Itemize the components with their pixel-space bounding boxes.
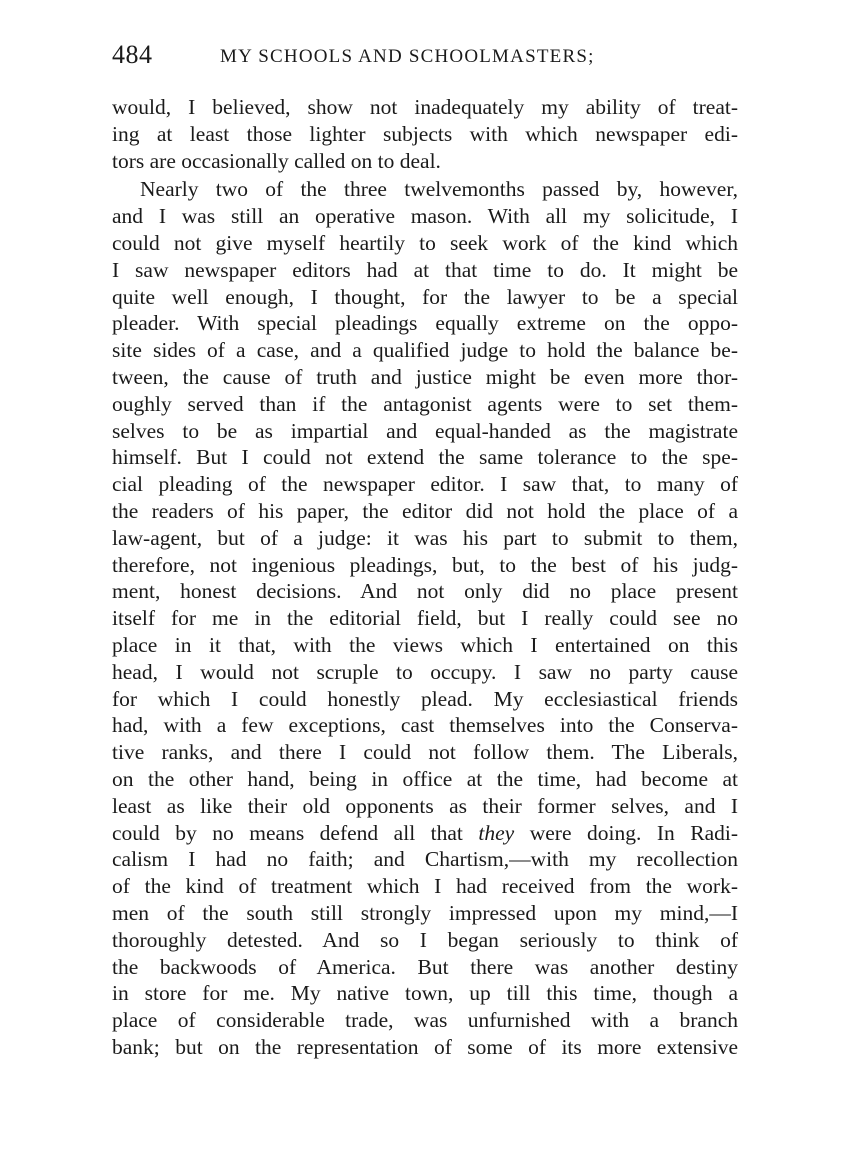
italic-word: they <box>478 820 515 845</box>
text-line: would, I believed, show not inadequately my ability of treat- <box>112 95 738 119</box>
text-line: site sides of a case, and a qualified judge to hold the balance be- <box>112 338 738 363</box>
text-line: place of considerable trade, was unfurnished with a branch <box>112 1008 738 1033</box>
text-line: thoroughly detested. And so I began seriously to think of <box>112 927 738 952</box>
text-line: pleader. With special pleadings equally extreme on the oppo- <box>112 311 738 336</box>
text-line: men of the south still strongly impressed upon my mind,—I <box>112 900 738 925</box>
text-line: tors are occasionally called on to deal. <box>112 148 441 173</box>
text-line: itself for me in the editorial field, but I really could see no <box>112 606 738 631</box>
text-line: ment, honest decisions. And not only did no place present <box>112 579 738 604</box>
text-line: had, with a few exceptions, cast themselves into the Conserva- <box>112 713 738 738</box>
text-line: the backwoods of America. But there was another destiny <box>112 954 738 979</box>
page-number: 484 <box>112 40 153 69</box>
text-line: in store for me. My native town, up till this time, though a <box>112 981 738 1006</box>
text-line: law-agent, but of a judge: it was his part to submit to them, <box>112 525 738 550</box>
page-header <box>112 40 738 80</box>
text-line: oughly served than if the antagonist agents were to set them- <box>112 391 738 416</box>
text-line: therefore, not ingenious pleadings, but, to the best of his judg- <box>112 552 738 577</box>
text-line: on the other hand, being in office at the time, had become at <box>112 766 738 791</box>
text-line: himself. But I could not extend the same tolerance to the spe- <box>112 445 738 470</box>
book-page <box>112 40 738 1061</box>
text-line: of the kind of treatment which I had received from the work- <box>112 874 738 899</box>
text-line: tween, the cause of truth and justice might be even more thor- <box>112 364 738 389</box>
text-line: quite well enough, I thought, for the lawyer to be a special <box>112 284 738 309</box>
running-head: MY SCHOOLS AND SCHOOLMASTERS; <box>220 46 595 67</box>
text-line: Nearly two of the three twelvemonths passed by, however, <box>140 177 738 202</box>
text-line: place in it that, with the views which I entertained on this <box>112 632 738 657</box>
text-line: least as like their old opponents as their former selves, and I <box>112 793 738 818</box>
text-line: and I was still an operative mason. With all my solicitude, I <box>112 204 738 229</box>
text-line: bank; but on the representation of some of its more extensive <box>112 1034 738 1059</box>
text-line: selves to be as impartial and equal-handed as the magistrate <box>112 418 738 443</box>
text-line: cial pleading of the newspaper editor. I saw that, to many of <box>112 472 738 497</box>
text-line: ing at least those lighter subjects with which newspaper edi- <box>112 121 738 146</box>
text-line: for which I could honestly plead. My ecclesiastical friends <box>112 686 738 711</box>
paragraph-1 <box>112 94 738 174</box>
text-line: calism I had no faith; and Chartism,—with my recollection <box>112 847 738 872</box>
text-line: tive ranks, and there I could not follow them. The Liberals, <box>112 740 738 765</box>
paragraph-2 <box>112 176 738 1060</box>
text-line: the readers of his paper, the editor did not hold the place of a <box>112 498 738 523</box>
text-line: head, I would not scruple to occupy. I saw no party cause <box>112 659 738 684</box>
text-line: could by no means defend all that they were doing. In Radi- <box>112 820 739 845</box>
text-line: could not give myself heartily to seek work of the kind which <box>112 230 738 255</box>
text-line: I saw newspaper editors had at that time to do. It might be <box>112 257 738 282</box>
